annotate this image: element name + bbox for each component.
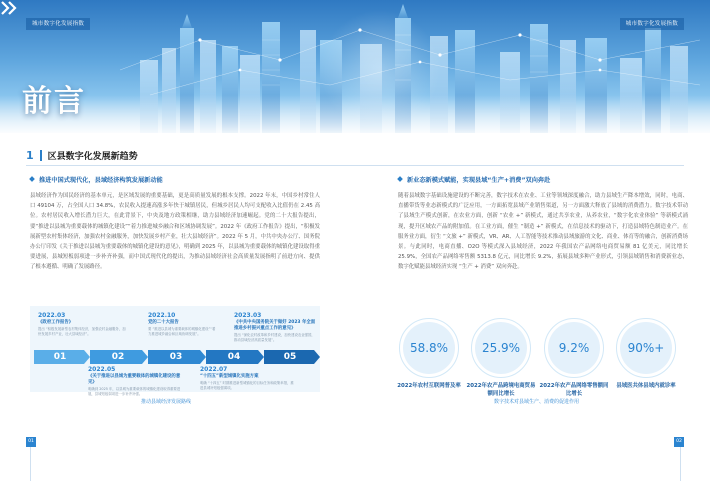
timeline-item	[200, 366, 296, 391]
top-tag-right: 城市数字化发展指数	[620, 18, 684, 30]
timeline-title: 《中共中央国务院关于做好 2023 年全面推进乡村振兴重点工作的意见》	[234, 320, 316, 331]
stat-label: 2022年农村互联网普及率	[397, 383, 461, 389]
page-number-right: 02	[674, 437, 684, 447]
stat-label: 2022年农产品跨境电商贸易额同比增长	[466, 383, 536, 397]
timeline-desc: 提出 “深化农村改革和乡村建设，加快建设农业强国，推动县域经济高质量发展”。	[234, 333, 315, 342]
right-subheading	[398, 174, 550, 184]
left-subheading	[30, 174, 163, 184]
stat-label: 2022年农产品网络零售额同比增长	[539, 383, 609, 397]
section-number: 1	[26, 148, 34, 162]
timeline-item	[88, 366, 184, 397]
double-chevron-right-icon	[0, 0, 18, 16]
diamond-bullet-icon	[29, 176, 35, 182]
diamond-bullet-icon	[397, 176, 403, 182]
timeline-title: 《关于推进以县城为重要载体的城镇化建设的意见》	[88, 374, 181, 385]
timeline-date: 2023.03	[234, 312, 262, 319]
timeline-item	[234, 312, 316, 343]
stat-value: 25.9%	[481, 341, 521, 355]
timeline-desc: 要 “推进以县城为重要载体的城镇化建设”“着力推进城乡融合和区域协调发展”。	[148, 327, 216, 336]
timeline-date: 2022.10	[148, 312, 176, 319]
stat-circle-crossborder	[475, 322, 527, 374]
top-tag-left: 城市数字化发展指数	[26, 18, 90, 30]
stat-value: 58.8%	[409, 341, 449, 355]
stat-circle-healthcare	[620, 322, 672, 374]
page-number-left: 01	[26, 437, 36, 447]
timeline-desc: 明确到 2025 年，以县城为重要载体的城镇化建设取得重要进展，县城短板弱项进一步补齐补强。	[88, 387, 181, 396]
timeline-title: “十四五”新型城镇化实施方案	[200, 374, 259, 379]
timeline-step-01: 01	[53, 352, 67, 362]
policy-timeline	[30, 306, 320, 396]
stat-label: 县域医共体县域内就诊率	[616, 383, 676, 389]
right-paragraph: 随着县域数字基础设施建设的不断完善，数字技术在农业、工业等领域深度融合，助力县域生产降本增效，同时，电商、直播带货等业态新模式的广泛应用，一方面拓宽县域产业销售渠道，另一方面激大释放了县域的消费潜力。数字技术带动了县域生产模式创新，在农业方面，创新 “农业 +” 新模式，通过共享农业，从养农业，“数字化农业体验” 等新模式涌现，提升区域农产品的附加值。在工业方面，催生 “制造 +” 新模式，在信息技术的驱动下，打造县域特色制造业产。在服务业方面，衍生 “文旅 +” 新模式，VR、AR、人工智能等技术推动县域旅游的文化、商业、体育等的融合，创新消费场景。与此同时，电商直播、O2O 等模式深入县域经济，2022 年我国农产品网络电商贸易额 81 亿美元，同比增长 25.9%，全国农产品网络零售额 5313.8 亿元，同比增长 9.2%，拓展县域多种产业形式，引领县域销售和消费新业态，数字化赋能县域经济实现 “生产 + 消费” 双向奔赴。	[398, 193, 688, 271]
section-divider	[40, 150, 42, 161]
stat-circle-retail	[548, 322, 600, 374]
right-caption: 数字技术对县域生产、消费的促进作用	[494, 399, 580, 405]
city-skyline-illustration	[0, 0, 710, 133]
stat-value: 90%+	[627, 341, 665, 355]
left-paragraph: 县域经济作为国民经济的基本单元，是区域发展的重要基础，更是高质量发展的根本支撑。2022 年末，中国乡村常住人口 49104 万，占全国人口 34.8%，农民收入提速高涨多年快于城镇居民，但城乡居民人均可支配收入比值仍在 2.45 高位。农村居民收入增长潜力巨大，在此背景下，中央及地方政策相继，助力县域经济加速崛起。党的二十大报告提出，要“推进以县城为重要载体的城镇化建设”“着力推进城乡融合和区域协调发展”。2022 年《政府工作报告》提出，“积极发展新型农村集体经济，加强农村金融服务，加快发展乡村产业，壮大县域经济”。2022 年 5 月，中共中央办公厅、国务院办公厅印发《关于推进以县城为重要载体的城镇化建设的意见》，明确到 2025 年，以县城为重要载体的城镇化建设取得重要进展，县城短板弱项进一步补齐补强，而中国式现代化的提出，为推动县域经济社会高质量发展指明了前进方向、提供了根本遵循、明确了发展路径。	[30, 193, 320, 271]
timeline-step-03: 03	[169, 352, 183, 362]
page-title: 前言	[22, 84, 86, 119]
timeline-date: 2022.07	[200, 366, 228, 373]
timeline-date: 2022.03	[38, 312, 66, 319]
section-header	[26, 147, 138, 163]
stat-circle-internet	[403, 322, 455, 374]
left-subheading-text: 推进中国式现代化，县域经济构筑发展新动能	[39, 176, 163, 184]
timeline-desc: 明确 “十四五” 时期推进新型城镇化的目标任务和政策举措，推进县城补短板强弱项。	[200, 381, 294, 390]
section-title: 区县数字化发展新趋势	[47, 151, 138, 162]
timeline-title: 《政府工作报告》	[38, 320, 74, 325]
timeline-date: 2022.05	[88, 366, 116, 373]
left-caption: 推动县域经济发展路线	[141, 399, 192, 405]
stat-value: 9.2%	[558, 341, 590, 355]
timeline-step-04: 04	[227, 352, 241, 362]
timeline-step-05: 05	[283, 352, 297, 362]
timeline-step-02: 02	[111, 352, 125, 362]
timeline-item	[148, 312, 218, 337]
right-subheading-text: 新业态新模式赋能，实现县域“生产+消费”双向奔赴	[407, 176, 551, 184]
section-rule	[26, 165, 684, 166]
hero-banner	[0, 0, 710, 133]
timeline-desc: 提出 “积极发展新型农村集体经济，加强农村金融服务，加快发展乡村产业，壮大县域经济”。	[38, 327, 126, 336]
timeline-item	[38, 312, 126, 337]
timeline-title: 党的二十大报告	[148, 320, 179, 325]
